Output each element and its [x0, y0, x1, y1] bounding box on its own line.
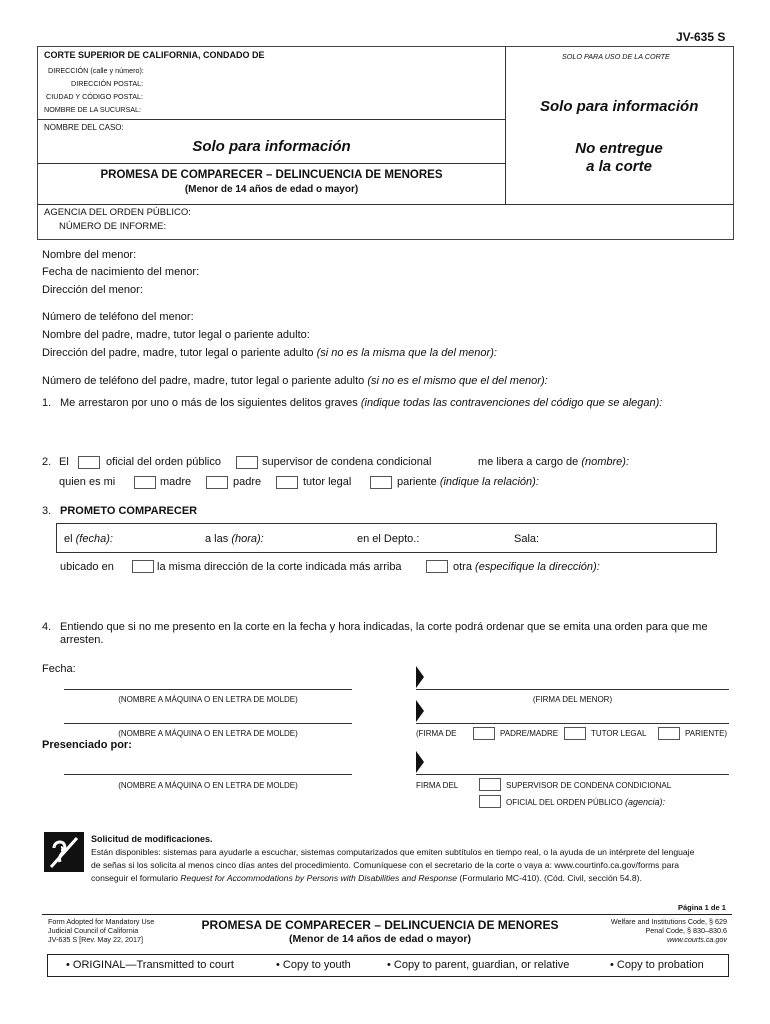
guardian-checkbox[interactable] [276, 476, 298, 489]
hearing-assistance-icon [44, 832, 84, 872]
footer-rule [42, 914, 732, 915]
form-title: PROMESA DE COMPARECER – DELINCUENCIA DE MENORES [100, 169, 443, 181]
guardian-sig-checkbox[interactable] [564, 727, 586, 740]
agency-label: AGENCIA DEL ORDEN PÚBLICO: [44, 207, 191, 218]
minor-signature-label: (FIRMA DEL MENOR) [532, 695, 613, 704]
relative-sig-checkbox[interactable] [658, 727, 680, 740]
relative-label: pariente (indique la relación): [397, 476, 539, 488]
accommodations-line3: conseguir el formulario Request for Accommodations by Persons with Disabilities and Response (Formulario MC-410). (Cód. Civil, sección 54.8). [91, 873, 642, 883]
item4-line1: Entiendo que si no me presento en la corte en la fecha y hora indicadas, la corte podrá ordenar que se emita una orden para que me [60, 621, 708, 633]
minor-address-label: Dirección del menor: [42, 284, 143, 296]
accommodations-line1: Están disponibles: sistemas para ayudarle a escuchar, sistemas computarizados que emiten subtítulos en tiempo real, o la ayuda de un intérprete del lenguaje [91, 847, 695, 857]
relative-checkbox[interactable] [370, 476, 392, 489]
mother-checkbox[interactable] [134, 476, 156, 489]
do-not-file-line2: a la corte [586, 158, 652, 175]
relative-sig-label: PARIENTE) [685, 729, 728, 738]
peace-officer-checkbox[interactable] [479, 795, 501, 808]
other-address-label: otra (especifique la dirección): [453, 561, 600, 573]
time-label: a las (hora): [205, 533, 264, 545]
mother-label: madre [160, 476, 192, 488]
sig-line-right-3 [416, 774, 729, 775]
parent-phone-label: Número de teléfono del padre, madre, tutor legal o pariente adulto (si no es el mismo que el del menor): [42, 375, 548, 387]
sig-line-right-1 [416, 689, 729, 690]
court-address-label: DIRECCIÓN (calle y número): [48, 66, 144, 75]
item4-number: 4. [42, 621, 52, 633]
minor-dob-label: Fecha de nacimiento del menor: [42, 266, 200, 278]
court-title: CORTE SUPERIOR DE CALIFORNIA, CONDADO DE [44, 50, 265, 60]
sig-line-left-1 [64, 689, 352, 690]
other-address-checkbox[interactable] [426, 560, 448, 573]
print-name-2: (NOMBRE A MÁQUINA O EN LETRA DE MOLDE) [118, 729, 298, 738]
sig-of-label: (FIRMA DE [416, 729, 457, 738]
sign-arrow-2 [416, 700, 424, 722]
probation-label: supervisor de condena condicional [262, 456, 432, 468]
footer-url: www.courts.ca.gov [667, 935, 727, 944]
dept-label: en el Depto.: [357, 533, 420, 545]
date-label: el (fecha): [64, 533, 113, 545]
court-city-label: CIUDAD Y CÓDIGO POSTAL: [46, 92, 144, 101]
guardian-sig-label: TUTOR LEGAL [591, 729, 647, 738]
item3-title: PROMETO COMPARECER [60, 505, 198, 517]
footer-adopted: Form Adopted for Mandatory Use [48, 917, 155, 926]
header-rule-2 [37, 163, 506, 164]
court-mailing-label: DIRECCIÓN POSTAL: [71, 79, 144, 88]
located-at-label: ubicado en [60, 561, 114, 573]
header-rule-1 [37, 119, 506, 120]
form-code: JV-635 S [676, 30, 726, 44]
footer-title: PROMESA DE COMPARECER – DELINCUENCIA DE MENORES [201, 918, 559, 932]
footer-council: Judicial Council of California [48, 926, 139, 935]
do-not-file-line1: No entregue [575, 140, 663, 157]
sign-arrow-1 [416, 666, 424, 688]
parent-sig-checkbox[interactable] [473, 727, 495, 740]
report-label: NÚMERO DE INFORME: [59, 221, 167, 232]
sign-arrow-3 [416, 751, 424, 773]
parent-sig-label: PADRE/MADRE [500, 729, 559, 738]
footer-code2: Penal Code, § 830–830.6 [645, 926, 727, 935]
info-only-center: Solo para información [192, 138, 351, 155]
footer-rev: JV-635 S [Rev. May 22, 2017] [48, 935, 143, 944]
court-use-label: SOLO PARA USO DE LA CORTE [562, 52, 670, 61]
accommodations-title: Solicitud de modificaciones. [91, 834, 213, 844]
sig-line-left-3 [64, 774, 352, 775]
parent-name-label: Nombre del padre, madre, tutor legal o pariente adulto: [42, 329, 310, 341]
sig-line-left-2 [64, 723, 352, 724]
item1-number: 1. [42, 397, 52, 409]
page-number: Página 1 de 1 [678, 903, 726, 912]
date-label-sig: Fecha: [42, 663, 76, 675]
who-is-label: quien es mi [59, 476, 116, 488]
footer-code1: Welfare and Institutions Code, § 629 [610, 917, 727, 926]
accommodations-line2: de señas si los solicita al menos cinco días antes del procedimiento. Comuníquese con el secretario de la corte o vaya a: www.courtinfo.ca.gov/forms para [91, 860, 680, 870]
sig-line-right-2 [416, 723, 729, 724]
dist-parent: • Copy to parent, guardian, or relative [387, 959, 570, 971]
case-name-label: NOMBRE DEL CASO: [44, 123, 124, 132]
form-subtitle: (Menor de 14 años de edad o mayor) [184, 184, 359, 195]
item4-line2: arresten. [60, 634, 104, 646]
info-only-right: Solo para información [540, 98, 699, 115]
item2-el: El [59, 456, 69, 468]
officer-checkbox[interactable] [78, 456, 100, 469]
item1-text: Me arrestaron por uno o más de los siguientes delitos graves (indique todas las contravenciones del código que se alegan): [60, 397, 663, 409]
room-label: Sala: [514, 533, 540, 545]
item2-number: 2. [42, 456, 52, 468]
print-name-3: (NOMBRE A MÁQUINA O EN LETRA DE MOLDE) [118, 781, 298, 790]
releases-label: me libera a cargo de (nombre): [478, 456, 630, 468]
header-rule-3 [37, 204, 733, 205]
sig-of-the-label: FIRMA DEL [416, 781, 459, 790]
witnessed-by-label: Presenciado por: [42, 739, 132, 751]
minor-name-label: Nombre del menor: [42, 249, 137, 261]
dist-youth: • Copy to youth [276, 959, 351, 971]
peace-officer-label: OFICIAL DEL ORDEN PÚBLICO (agencia): [506, 797, 666, 807]
same-address-label: la misma dirección de la corte indicada más arriba [157, 561, 402, 573]
court-branch-label: NOMBRE DE LA SUCURSAL: [44, 105, 142, 114]
dist-original: • ORIGINAL—Transmitted to court [66, 959, 234, 971]
item3-number: 3. [42, 505, 52, 517]
footer-subtitle: (Menor de 14 años de edad o mayor) [288, 933, 472, 945]
father-checkbox[interactable] [206, 476, 228, 489]
same-address-checkbox[interactable] [132, 560, 154, 573]
guardian-label: tutor legal [303, 476, 352, 488]
probation-officer-checkbox[interactable] [479, 778, 501, 791]
probation-officer-label: SUPERVISOR DE CONDENA CONDICIONAL [506, 781, 672, 790]
dist-probation: • Copy to probation [610, 959, 704, 971]
officer-label: oficial del orden público [106, 456, 221, 468]
father-label: padre [233, 476, 262, 488]
probation-checkbox[interactable] [236, 456, 258, 469]
minor-phone-label: Número de teléfono del menor: [42, 311, 194, 323]
parent-address-label: Dirección del padre, madre, tutor legal o pariente adulto (si no es la misma que la del menor): [42, 347, 497, 359]
print-name-1: (NOMBRE A MÁQUINA O EN LETRA DE MOLDE) [118, 695, 298, 704]
